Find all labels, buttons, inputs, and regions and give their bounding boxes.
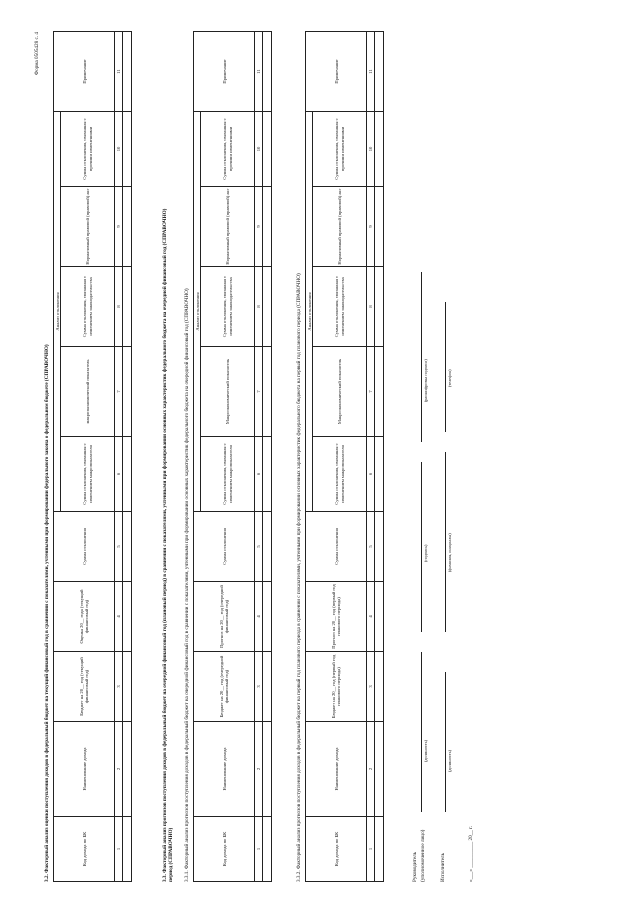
- signature-block: [412, 32, 532, 882]
- data-cell: [123, 437, 132, 512]
- header-cell: Сумма отклонения, связанная с изменением макропоказателя: [61, 437, 115, 512]
- column-number: 3: [255, 652, 263, 722]
- section-3-3-2-table: [305, 31, 384, 882]
- data-cell: [263, 817, 272, 882]
- header-cell: Наименование дохода: [306, 722, 367, 817]
- header-cell: Бюджет на 20__ год (очередной финансовый год): [194, 652, 255, 722]
- column-number: 1: [115, 817, 123, 882]
- column-number: 5: [255, 512, 263, 582]
- column-number: 9: [367, 187, 375, 267]
- header-cell: Сумма отклонения: [54, 512, 115, 582]
- section-3-3-caption-line2: период (СПРАВОЧНО): [168, 827, 175, 882]
- header-cell: Сумма отклонения, связанная с изменением макропоказателя: [201, 437, 255, 512]
- data-cell: [375, 437, 384, 512]
- header-cell: Оценка 20__ года (текущий финансовый год): [54, 582, 115, 652]
- decode-caption: (расшифровка подписи): [423, 359, 428, 402]
- header-cell: Сумма отклонения, связанная с прочими изменениями: [313, 112, 367, 187]
- header-cell: Сумма отклонения: [194, 512, 255, 582]
- section-3-3: [162, 32, 174, 882]
- data-cell: [123, 817, 132, 882]
- data-cell: [263, 722, 272, 817]
- column-number: 4: [255, 582, 263, 652]
- section-3-2-caption: 3.2. Факторный анализ оценки поступления доходов в федеральный бюджет на текущий финансовый год в сравнении с показателями, учтенными при формировании федерального закона о федеральном бюджете (СПРАВОЧНО): [44, 344, 50, 882]
- data-cell: [375, 512, 384, 582]
- form-code: Форма 0505428 с. 4: [34, 32, 40, 75]
- header-cell: Сумма отклонения, связанная с прочими изменениями: [61, 112, 115, 187]
- data-cell: [263, 582, 272, 652]
- decode-line: [421, 272, 422, 442]
- column-number: 1: [255, 817, 263, 882]
- column-number: 10: [367, 112, 375, 187]
- group-header: Анализ отклонения: [54, 112, 61, 512]
- executor-label: Исполнитель: [440, 852, 446, 882]
- header-cell: Сумма отклонения, связанная с изменением законодательства: [61, 267, 115, 347]
- rotated-form-page: [34, 32, 614, 882]
- data-cell: [123, 652, 132, 722]
- header-cell: Сумма отклонения: [306, 512, 367, 582]
- header-cell: Код дохода по БК: [54, 817, 115, 882]
- column-number: 6: [367, 437, 375, 512]
- column-number: 5: [115, 512, 123, 582]
- column-number: 8: [255, 267, 263, 347]
- column-number: 11: [367, 32, 375, 112]
- column-number: 7: [367, 347, 375, 437]
- column-number: 9: [255, 187, 263, 267]
- column-number: 9: [115, 187, 123, 267]
- column-number: 2: [115, 722, 123, 817]
- data-cell: [263, 347, 272, 437]
- phone-line: [445, 302, 446, 432]
- column-number: 10: [255, 112, 263, 187]
- column-number: 11: [115, 32, 123, 112]
- header-cell: Код дохода по БК: [306, 817, 367, 882]
- header-cell: Макроэкономический показатель: [313, 347, 367, 437]
- column-number: 7: [115, 347, 123, 437]
- data-cell: [263, 267, 272, 347]
- executor-name-line: [445, 452, 446, 632]
- section-3-3-2: [296, 32, 384, 882]
- column-number: 6: [115, 437, 123, 512]
- column-number: 2: [255, 722, 263, 817]
- executor-position-caption: (должность): [447, 750, 452, 772]
- header-cell: Макроэкономический показатель: [201, 347, 255, 437]
- column-number: 2: [367, 722, 375, 817]
- date-line: «___» __________ 20__ г.: [468, 825, 474, 882]
- column-number: 10: [115, 112, 123, 187]
- section-3-3-2-caption: 3.3.2. Факторный анализ прогнозов поступления доходов в федеральный бюджет на первый год планового периода в сравнении с показателями, учтенными при формировании основных характеристик федерального бюджета на первый год планового периода (СПРАВОЧНО): [296, 273, 302, 882]
- data-cell: [123, 347, 132, 437]
- header-cell: макроэкономический показатель: [61, 347, 115, 437]
- column-number: 3: [367, 652, 375, 722]
- section-3-3-1: [184, 32, 272, 882]
- data-cell: [375, 347, 384, 437]
- header-cell: Наименование дохода: [194, 722, 255, 817]
- phone-caption: (телефон): [447, 369, 452, 387]
- data-cell: [263, 112, 272, 187]
- group-header: Анализ отклонения: [306, 112, 313, 512]
- column-number: 4: [115, 582, 123, 652]
- data-cell: [123, 267, 132, 347]
- data-cell: [375, 32, 384, 112]
- section-3-3-1-table: [193, 31, 272, 882]
- data-cell: [263, 652, 272, 722]
- column-number: 6: [255, 437, 263, 512]
- data-cell: [123, 722, 132, 817]
- signature-line: [421, 462, 422, 632]
- section-3-2-table: [53, 31, 132, 882]
- head-label: Руководитель: [412, 851, 418, 882]
- position-line: [421, 652, 422, 812]
- header-cell: Нормативный правовой (правовой) акт: [201, 187, 255, 267]
- section-3-3-caption: 3.3. Факторный анализ прогнозов поступления доходов в федеральный бюджет на очередной финансовый год (плановый период) в сравнении с показателями, учтенными при формировании основных характеристик федерального бюджета на очередной финансовый год (СПРАВОЧНО): [162, 208, 168, 882]
- section-3-2: [44, 32, 132, 882]
- column-number: 1: [367, 817, 375, 882]
- header-cell: Бюджет на 20__ год (первый год планового периода): [306, 652, 367, 722]
- group-header: Анализ отклонения: [194, 112, 201, 512]
- data-cell: [123, 32, 132, 112]
- header-cell: Код дохода по БК: [194, 817, 255, 882]
- data-cell: [263, 32, 272, 112]
- data-cell: [123, 512, 132, 582]
- executor-name-caption: (фамилия, инициалы): [447, 533, 452, 572]
- header-cell: Сумма отклонения, связанная с прочими изменениями: [201, 112, 255, 187]
- header-cell: Прогноз на 20__ год (первый год планового периода): [306, 582, 367, 652]
- head-sublabel: (уполномоченное лицо): [420, 829, 426, 882]
- data-cell: [375, 187, 384, 267]
- data-cell: [263, 187, 272, 267]
- header-cell: Сумма отклонения, связанная с изменением макропоказателя: [313, 437, 367, 512]
- data-cell: [375, 112, 384, 187]
- section-3-3-1-caption: 3.3.1. Факторный анализ прогнозов поступления доходов в федеральный бюджет на очередной финансовый год в сравнении с показателями, учтенными при формировании основных характеристик федерального бюджета на очередной финансовый год (СПРАВОЧНО): [184, 288, 190, 882]
- header-cell: Бюджет на 20__ год (текущий финансовый год): [54, 652, 115, 722]
- column-number: 5: [367, 512, 375, 582]
- data-cell: [375, 817, 384, 882]
- header-cell: Нормативный правовой (правовой) акт: [61, 187, 115, 267]
- header-cell: Примечание: [194, 32, 255, 112]
- column-number: 8: [367, 267, 375, 347]
- data-cell: [375, 722, 384, 817]
- data-cell: [263, 512, 272, 582]
- header-cell: Сумма отклонения, связанная с изменением законодательства: [201, 267, 255, 347]
- header-cell: Примечание: [54, 32, 115, 112]
- header-cell: Нормативный правовой (правовой) акт: [313, 187, 367, 267]
- data-cell: [123, 187, 132, 267]
- column-number: 7: [255, 347, 263, 437]
- position-caption: (должность): [423, 740, 428, 762]
- signature-caption: (подпись): [423, 544, 428, 562]
- column-number: 8: [115, 267, 123, 347]
- data-cell: [375, 652, 384, 722]
- header-cell: Прогноз на 20__ год (очередной финансовый год): [194, 582, 255, 652]
- data-cell: [375, 267, 384, 347]
- column-number: 11: [255, 32, 263, 112]
- header-cell: Примечание: [306, 32, 367, 112]
- header-cell: Сумма отклонения, связанная с изменением законодательства: [313, 267, 367, 347]
- column-number: 4: [367, 582, 375, 652]
- data-cell: [375, 582, 384, 652]
- executor-position-line: [445, 672, 446, 812]
- data-cell: [263, 437, 272, 512]
- column-number: 3: [115, 652, 123, 722]
- data-cell: [123, 582, 132, 652]
- header-cell: Наименование дохода: [54, 722, 115, 817]
- data-cell: [123, 112, 132, 187]
